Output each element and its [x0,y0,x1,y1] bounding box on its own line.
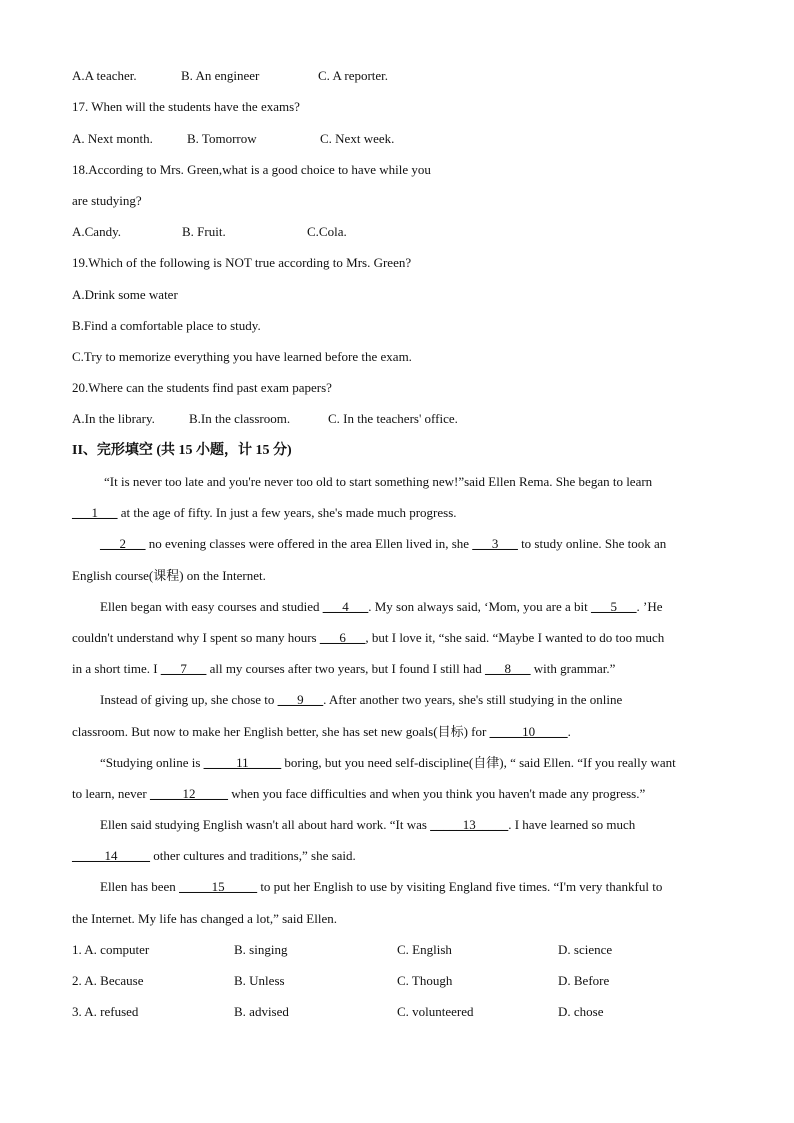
blank-9: ___9___ [277,692,324,707]
choice-a: 3. A. refused [72,1004,139,1019]
blank-5: ___5___ [591,599,637,614]
passage-line: “It is never too late and you're never too old to start something new!”said Ellen Rema. She began to learn [104,474,653,489]
q19-option-b: B.Find a comfortable place to study. [72,318,261,333]
passage-line: Instead of giving up, she chose to ___9___. After another two years, she's still studying in the online [100,692,623,707]
choice-d: D. Before [558,973,610,988]
passage-line: English course(课程) on the Internet. [72,568,266,583]
blank-12: _____12_____ [149,786,228,801]
option-b: B. An engineer [181,68,260,83]
choice-b: B. singing [234,942,288,957]
choice-c: C. English [397,942,452,957]
passage-line: Ellen has been _____15_____ to put her English to use by visiting England five times. “I'm very thankful to [100,879,663,894]
q20-question: 20.Where can the students find past exam papers? [72,380,332,395]
passage-line: ___1___ at the age of fifty. In just a few years, she's made much progress. [72,505,457,520]
option-b: B.In the classroom. [189,411,291,426]
option-a: A.In the library. [72,411,155,426]
blank-7: ___7___ [160,661,207,676]
option-c: C. A reporter. [318,68,389,83]
choice-d: D. science [558,942,613,957]
blank-3: ___3___ [472,536,518,551]
q19-option-a: A.Drink some water [72,287,178,302]
q18-question-line1: 18.According to Mrs. Green,what is a good choice to have while you [72,162,431,177]
blank-8: ___8___ [485,661,531,676]
option-b: B. Tomorrow [187,131,257,146]
blank-11: _____11_____ [203,755,282,770]
option-a: A.A teacher. [72,68,137,83]
option-c: C.Cola. [307,224,347,239]
option-c: C. In the teachers' office. [328,411,458,426]
option-a: A. Next month. [72,131,153,146]
passage-line: in a short time. I ___7___ all my courses after two years, but I found I still had ___8___ with grammar.” [72,661,616,676]
option-a: A.Candy. [72,224,121,239]
blank-2: ___2___ [100,536,146,551]
passage-line: “Studying online is _____11_____ boring, but you need self-discipline(自律), “ said Ellen. “If you really want [100,755,676,770]
passage-line: couldn't understand why I spent so many hours ___6___, but I love it, “she said. “Maybe I wanted to do too much [72,630,665,645]
choice-a: 1. A. computer [72,942,150,957]
passage-line: ___2___ no evening classes were offered in the area Ellen lived in, she ___3___ to study online. She took an [100,536,667,551]
section-heading: II、完形填空 (共 15 小题，计 15 分) [72,443,292,458]
passage-line: to learn, never _____12_____ when you face difficulties and when you think you haven't made any progress.” [72,786,646,801]
q18-question-line2: are studying? [72,193,142,208]
passage-line: Ellen said studying English wasn't all about hard work. “It was _____13_____. I have learned so much [100,817,636,832]
q17-question: 17. When will the students have the exams? [72,99,300,114]
choice-b: B. advised [234,1004,289,1019]
blank-4: ___4___ [322,599,369,614]
passage-line: classroom. But now to make her English better, she has set new goals(目标) for _____10_____. [72,724,571,739]
choice-a: 2. A. Because [72,973,144,988]
passage-line: the Internet. My life has changed a lot,” said Ellen. [72,911,337,926]
choice-c: C. volunteered [397,1004,474,1019]
q19-question: 19.Which of the following is NOT true according to Mrs. Green? [72,255,412,270]
blank-13: _____13_____ [430,817,509,832]
choice-c: C. Though [397,973,453,988]
blank-14: _____14_____ [72,848,150,863]
blank-10: _____10_____ [489,724,568,739]
choice-b: B. Unless [234,973,285,988]
passage-line: _____14_____ other cultures and traditions,” she said. [72,848,356,863]
blank-6: ___6___ [319,630,366,645]
blank-1: ___1___ [72,505,118,520]
option-b: B. Fruit. [182,224,226,239]
q19-option-c: C.Try to memorize everything you have learned before the exam. [72,349,412,364]
passage-line: Ellen began with easy courses and studied ___4___. My son always said, ‘Mom, you are a bit ___5___. ’He [100,599,663,614]
option-c: C. Next week. [320,131,395,146]
blank-15: _____15_____ [179,879,258,894]
choice-d: D. chose [558,1004,604,1019]
